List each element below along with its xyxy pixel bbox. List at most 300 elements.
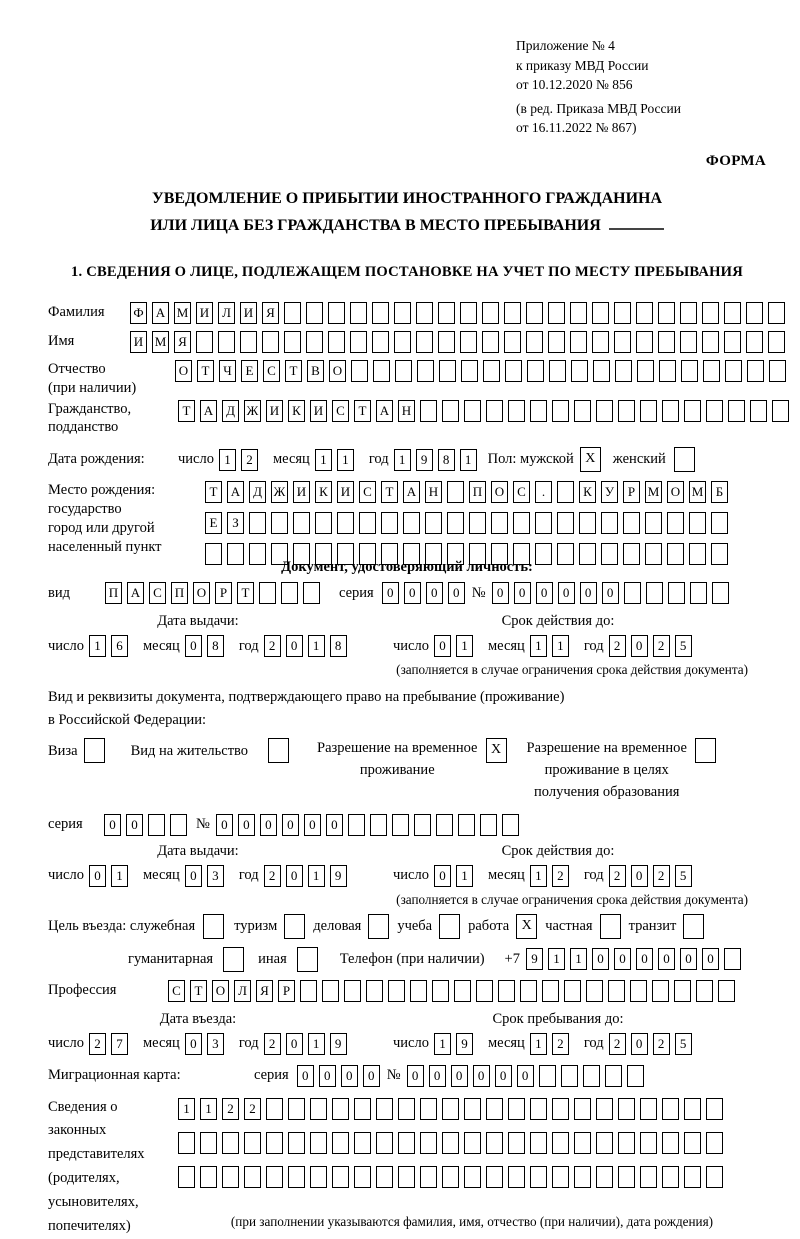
- char-cell[interactable]: [464, 1098, 481, 1120]
- checkbox-rvp-edu[interactable]: [695, 738, 716, 763]
- char-cell[interactable]: [574, 400, 591, 422]
- char-cell[interactable]: [684, 1166, 701, 1188]
- char-cell[interactable]: [552, 1098, 569, 1120]
- char-cell[interactable]: 1: [434, 1033, 451, 1055]
- char-cell[interactable]: [222, 1132, 239, 1154]
- char-cell[interactable]: И: [310, 400, 327, 422]
- char-cell[interactable]: З: [227, 512, 244, 534]
- char-cell[interactable]: 9: [526, 948, 543, 970]
- char-cell[interactable]: 9: [330, 1033, 347, 1055]
- char-cell[interactable]: [306, 302, 323, 324]
- char-cell[interactable]: Т: [178, 400, 195, 422]
- char-cell[interactable]: 5: [675, 1033, 692, 1055]
- char-cell[interactable]: 0: [514, 582, 531, 604]
- char-cell[interactable]: [684, 1132, 701, 1154]
- char-cell[interactable]: [658, 331, 675, 353]
- char-cell[interactable]: [615, 360, 632, 382]
- char-cell[interactable]: [637, 360, 654, 382]
- char-cell[interactable]: [552, 400, 569, 422]
- char-cell[interactable]: 0: [89, 865, 106, 887]
- char-cell[interactable]: 1: [530, 635, 547, 657]
- checkbox-transit[interactable]: [683, 914, 704, 939]
- char-cell[interactable]: [200, 1132, 217, 1154]
- char-cell[interactable]: [593, 360, 610, 382]
- char-cell[interactable]: 0: [680, 948, 697, 970]
- char-cell[interactable]: [667, 512, 684, 534]
- char-cell[interactable]: [579, 543, 596, 565]
- char-cell[interactable]: [196, 331, 213, 353]
- char-cell[interactable]: [420, 400, 437, 422]
- char-cell[interactable]: [706, 1166, 723, 1188]
- char-cell[interactable]: [420, 1098, 437, 1120]
- char-cell[interactable]: Т: [205, 481, 222, 503]
- char-cell[interactable]: 2: [264, 635, 281, 657]
- checkbox-other[interactable]: [297, 947, 318, 972]
- char-cell[interactable]: [359, 512, 376, 534]
- char-cell[interactable]: [266, 1132, 283, 1154]
- checkbox-study[interactable]: [439, 914, 460, 939]
- char-cell[interactable]: [414, 814, 431, 836]
- char-cell[interactable]: 0: [536, 582, 553, 604]
- char-cell[interactable]: О: [193, 582, 210, 604]
- char-cell[interactable]: 0: [448, 582, 465, 604]
- char-cell[interactable]: [574, 1166, 591, 1188]
- char-cell[interactable]: [486, 1166, 503, 1188]
- char-cell[interactable]: И: [266, 400, 283, 422]
- char-cell[interactable]: Р: [623, 481, 640, 503]
- char-cell[interactable]: [372, 302, 389, 324]
- checkbox-official[interactable]: [203, 914, 224, 939]
- char-cell[interactable]: [662, 1132, 679, 1154]
- char-cell[interactable]: [583, 1065, 600, 1087]
- char-cell[interactable]: 0: [407, 1065, 424, 1087]
- char-cell[interactable]: С: [149, 582, 166, 604]
- char-cell[interactable]: 0: [282, 814, 299, 836]
- char-cell[interactable]: [178, 1166, 195, 1188]
- char-cell[interactable]: 0: [592, 948, 609, 970]
- char-cell[interactable]: [750, 400, 767, 422]
- char-cell[interactable]: [249, 512, 266, 534]
- char-cell[interactable]: [373, 360, 390, 382]
- char-cell[interactable]: У: [601, 481, 618, 503]
- char-cell[interactable]: 1: [552, 635, 569, 657]
- char-cell[interactable]: [332, 1132, 349, 1154]
- char-cell[interactable]: [266, 1098, 283, 1120]
- char-cell[interactable]: [658, 302, 675, 324]
- char-cell[interactable]: [552, 1166, 569, 1188]
- char-cell[interactable]: [746, 302, 763, 324]
- char-cell[interactable]: [623, 512, 640, 534]
- char-cell[interactable]: [351, 360, 368, 382]
- checkbox-residence-permit[interactable]: [268, 738, 289, 763]
- char-cell[interactable]: 0: [286, 635, 303, 657]
- char-cell[interactable]: 1: [456, 635, 473, 657]
- char-cell[interactable]: 2: [653, 1033, 670, 1055]
- char-cell[interactable]: [702, 302, 719, 324]
- char-cell[interactable]: [636, 331, 653, 353]
- char-cell[interactable]: 0: [185, 865, 202, 887]
- char-cell[interactable]: 1: [548, 948, 565, 970]
- char-cell[interactable]: Т: [354, 400, 371, 422]
- char-cell[interactable]: [535, 512, 552, 534]
- char-cell[interactable]: [350, 331, 367, 353]
- char-cell[interactable]: 8: [438, 449, 455, 471]
- char-cell[interactable]: М: [645, 481, 662, 503]
- char-cell[interactable]: [376, 1098, 393, 1120]
- char-cell[interactable]: 2: [89, 1033, 106, 1055]
- char-cell[interactable]: М: [174, 302, 191, 324]
- char-cell[interactable]: П: [171, 582, 188, 604]
- char-cell[interactable]: [436, 814, 453, 836]
- char-cell[interactable]: [768, 302, 785, 324]
- char-cell[interactable]: [480, 814, 497, 836]
- char-cell[interactable]: [725, 360, 742, 382]
- char-cell[interactable]: [548, 302, 565, 324]
- char-cell[interactable]: [712, 582, 729, 604]
- char-cell[interactable]: [148, 814, 165, 836]
- char-cell[interactable]: 0: [238, 814, 255, 836]
- char-cell[interactable]: [498, 980, 515, 1002]
- char-cell[interactable]: [549, 360, 566, 382]
- char-cell[interactable]: С: [332, 400, 349, 422]
- char-cell[interactable]: [614, 302, 631, 324]
- char-cell[interactable]: [689, 512, 706, 534]
- checkbox-visa[interactable]: [84, 738, 105, 763]
- char-cell[interactable]: 0: [185, 1033, 202, 1055]
- char-cell[interactable]: [460, 302, 477, 324]
- char-cell[interactable]: [574, 1098, 591, 1120]
- char-cell[interactable]: [571, 360, 588, 382]
- char-cell[interactable]: [535, 543, 552, 565]
- char-cell[interactable]: [772, 400, 789, 422]
- char-cell[interactable]: 0: [363, 1065, 380, 1087]
- char-cell[interactable]: В: [307, 360, 324, 382]
- char-cell[interactable]: [293, 512, 310, 534]
- char-cell[interactable]: 1: [530, 865, 547, 887]
- char-cell[interactable]: [348, 814, 365, 836]
- char-cell[interactable]: 0: [631, 865, 648, 887]
- char-cell[interactable]: [222, 1166, 239, 1188]
- char-cell[interactable]: Л: [218, 302, 235, 324]
- char-cell[interactable]: О: [175, 360, 192, 382]
- char-cell[interactable]: [526, 331, 543, 353]
- char-cell[interactable]: 0: [631, 635, 648, 657]
- char-cell[interactable]: 2: [609, 865, 626, 887]
- char-cell[interactable]: [596, 1166, 613, 1188]
- char-cell[interactable]: [557, 512, 574, 534]
- char-cell[interactable]: 3: [207, 865, 224, 887]
- char-cell[interactable]: П: [469, 481, 486, 503]
- char-cell[interactable]: [354, 1166, 371, 1188]
- char-cell[interactable]: А: [376, 400, 393, 422]
- char-cell[interactable]: [447, 481, 464, 503]
- char-cell[interactable]: [266, 1166, 283, 1188]
- char-cell[interactable]: Т: [381, 481, 398, 503]
- char-cell[interactable]: Р: [278, 980, 295, 1002]
- char-cell[interactable]: [464, 1166, 481, 1188]
- char-cell[interactable]: [530, 1166, 547, 1188]
- char-cell[interactable]: 0: [260, 814, 277, 836]
- checkbox-humanitarian[interactable]: [223, 947, 244, 972]
- char-cell[interactable]: И: [130, 331, 147, 353]
- char-cell[interactable]: [442, 1098, 459, 1120]
- char-cell[interactable]: [530, 400, 547, 422]
- char-cell[interactable]: [366, 980, 383, 1002]
- char-cell[interactable]: [724, 302, 741, 324]
- char-cell[interactable]: 0: [614, 948, 631, 970]
- char-cell[interactable]: Е: [241, 360, 258, 382]
- char-cell[interactable]: Т: [285, 360, 302, 382]
- char-cell[interactable]: И: [293, 481, 310, 503]
- char-cell[interactable]: Д: [249, 481, 266, 503]
- char-cell[interactable]: [218, 331, 235, 353]
- char-cell[interactable]: [376, 1166, 393, 1188]
- char-cell[interactable]: [310, 1132, 327, 1154]
- char-cell[interactable]: 0: [341, 1065, 358, 1087]
- char-cell[interactable]: [640, 1132, 657, 1154]
- char-cell[interactable]: [706, 1098, 723, 1120]
- char-cell[interactable]: А: [403, 481, 420, 503]
- char-cell[interactable]: [262, 331, 279, 353]
- char-cell[interactable]: 1: [337, 449, 354, 471]
- char-cell[interactable]: П: [105, 582, 122, 604]
- char-cell[interactable]: [618, 1132, 635, 1154]
- char-cell[interactable]: 1: [394, 449, 411, 471]
- char-cell[interactable]: [592, 331, 609, 353]
- char-cell[interactable]: 1: [315, 449, 332, 471]
- char-cell[interactable]: [526, 302, 543, 324]
- char-cell[interactable]: 0: [636, 948, 653, 970]
- char-cell[interactable]: С: [168, 980, 185, 1002]
- char-cell[interactable]: [608, 980, 625, 1002]
- char-cell[interactable]: [394, 302, 411, 324]
- char-cell[interactable]: 0: [631, 1033, 648, 1055]
- char-cell[interactable]: [259, 582, 276, 604]
- char-cell[interactable]: [372, 331, 389, 353]
- char-cell[interactable]: 2: [552, 1033, 569, 1055]
- char-cell[interactable]: [454, 980, 471, 1002]
- char-cell[interactable]: 1: [89, 635, 106, 657]
- char-cell[interactable]: О: [329, 360, 346, 382]
- char-cell[interactable]: А: [127, 582, 144, 604]
- char-cell[interactable]: [328, 302, 345, 324]
- char-cell[interactable]: [469, 512, 486, 534]
- char-cell[interactable]: 1: [460, 449, 477, 471]
- char-cell[interactable]: 2: [264, 1033, 281, 1055]
- char-cell[interactable]: [332, 1166, 349, 1188]
- char-cell[interactable]: [328, 331, 345, 353]
- char-cell[interactable]: [442, 1166, 459, 1188]
- char-cell[interactable]: 0: [104, 814, 121, 836]
- char-cell[interactable]: [662, 400, 679, 422]
- char-cell[interactable]: А: [152, 302, 169, 324]
- char-cell[interactable]: [768, 331, 785, 353]
- char-cell[interactable]: [636, 302, 653, 324]
- char-cell[interactable]: [574, 1132, 591, 1154]
- char-cell[interactable]: [706, 400, 723, 422]
- char-cell[interactable]: [508, 1098, 525, 1120]
- char-cell[interactable]: [288, 1166, 305, 1188]
- char-cell[interactable]: Т: [197, 360, 214, 382]
- char-cell[interactable]: 0: [451, 1065, 468, 1087]
- char-cell[interactable]: К: [579, 481, 596, 503]
- char-cell[interactable]: [464, 1132, 481, 1154]
- char-cell[interactable]: 2: [609, 635, 626, 657]
- char-cell[interactable]: [306, 331, 323, 353]
- char-cell[interactable]: 0: [658, 948, 675, 970]
- char-cell[interactable]: М: [689, 481, 706, 503]
- char-cell[interactable]: 2: [264, 865, 281, 887]
- char-cell[interactable]: [410, 980, 427, 1002]
- char-cell[interactable]: [281, 582, 298, 604]
- char-cell[interactable]: 0: [304, 814, 321, 836]
- char-cell[interactable]: [630, 980, 647, 1002]
- checkbox-work[interactable]: X: [516, 914, 537, 939]
- char-cell[interactable]: Я: [256, 980, 273, 1002]
- char-cell[interactable]: [662, 1098, 679, 1120]
- char-cell[interactable]: [640, 1166, 657, 1188]
- char-cell[interactable]: [552, 1132, 569, 1154]
- char-cell[interactable]: [508, 400, 525, 422]
- char-cell[interactable]: 0: [286, 865, 303, 887]
- char-cell[interactable]: [605, 1065, 622, 1087]
- char-cell[interactable]: [659, 360, 676, 382]
- char-cell[interactable]: 0: [429, 1065, 446, 1087]
- char-cell[interactable]: К: [315, 481, 332, 503]
- char-cell[interactable]: [288, 1098, 305, 1120]
- char-cell[interactable]: 0: [558, 582, 575, 604]
- char-cell[interactable]: [284, 302, 301, 324]
- char-cell[interactable]: 0: [434, 635, 451, 657]
- char-cell[interactable]: [486, 1132, 503, 1154]
- char-cell[interactable]: 0: [326, 814, 343, 836]
- char-cell[interactable]: [244, 1132, 261, 1154]
- char-cell[interactable]: [483, 360, 500, 382]
- char-cell[interactable]: [508, 1132, 525, 1154]
- char-cell[interactable]: [520, 980, 537, 1002]
- char-cell[interactable]: [417, 360, 434, 382]
- char-cell[interactable]: [564, 980, 581, 1002]
- char-cell[interactable]: 2: [222, 1098, 239, 1120]
- char-cell[interactable]: [627, 1065, 644, 1087]
- char-cell[interactable]: 7: [111, 1033, 128, 1055]
- checkbox-tourism[interactable]: [284, 914, 305, 939]
- char-cell[interactable]: [486, 400, 503, 422]
- char-cell[interactable]: 0: [580, 582, 597, 604]
- char-cell[interactable]: 1: [178, 1098, 195, 1120]
- char-cell[interactable]: 0: [492, 582, 509, 604]
- char-cell[interactable]: [668, 582, 685, 604]
- char-cell[interactable]: [416, 302, 433, 324]
- char-cell[interactable]: [205, 543, 222, 565]
- char-cell[interactable]: [561, 1065, 578, 1087]
- char-cell[interactable]: [482, 302, 499, 324]
- char-cell[interactable]: О: [491, 481, 508, 503]
- char-cell[interactable]: [249, 543, 266, 565]
- char-cell[interactable]: [769, 360, 786, 382]
- char-cell[interactable]: [200, 1166, 217, 1188]
- char-cell[interactable]: [284, 331, 301, 353]
- char-cell[interactable]: [350, 302, 367, 324]
- char-cell[interactable]: [344, 980, 361, 1002]
- char-cell[interactable]: [703, 360, 720, 382]
- char-cell[interactable]: [570, 331, 587, 353]
- char-cell[interactable]: [548, 331, 565, 353]
- char-cell[interactable]: .: [535, 481, 552, 503]
- char-cell[interactable]: [398, 1132, 415, 1154]
- char-cell[interactable]: 1: [219, 449, 236, 471]
- char-cell[interactable]: 3: [207, 1033, 224, 1055]
- char-cell[interactable]: [420, 1132, 437, 1154]
- char-cell[interactable]: [438, 331, 455, 353]
- char-cell[interactable]: [505, 360, 522, 382]
- char-cell[interactable]: [398, 1098, 415, 1120]
- char-cell[interactable]: [464, 400, 481, 422]
- char-cell[interactable]: [395, 360, 412, 382]
- char-cell[interactable]: 0: [126, 814, 143, 836]
- char-cell[interactable]: [403, 512, 420, 534]
- char-cell[interactable]: [681, 360, 698, 382]
- char-cell[interactable]: 2: [653, 865, 670, 887]
- char-cell[interactable]: [381, 512, 398, 534]
- char-cell[interactable]: [747, 360, 764, 382]
- char-cell[interactable]: [425, 512, 442, 534]
- char-cell[interactable]: 0: [517, 1065, 534, 1087]
- char-cell[interactable]: Б: [711, 481, 728, 503]
- char-cell[interactable]: [504, 302, 521, 324]
- char-cell[interactable]: [646, 582, 663, 604]
- checkbox-male[interactable]: X: [580, 447, 601, 472]
- char-cell[interactable]: [530, 1098, 547, 1120]
- char-cell[interactable]: 9: [416, 449, 433, 471]
- char-cell[interactable]: 0: [473, 1065, 490, 1087]
- char-cell[interactable]: 1: [308, 635, 325, 657]
- char-cell[interactable]: 2: [244, 1098, 261, 1120]
- char-cell[interactable]: [579, 512, 596, 534]
- char-cell[interactable]: [614, 331, 631, 353]
- char-cell[interactable]: [680, 302, 697, 324]
- char-cell[interactable]: 1: [570, 948, 587, 970]
- char-cell[interactable]: [645, 512, 662, 534]
- char-cell[interactable]: Т: [190, 980, 207, 1002]
- char-cell[interactable]: [527, 360, 544, 382]
- char-cell[interactable]: [310, 1098, 327, 1120]
- checkbox-rvp[interactable]: X: [486, 738, 507, 763]
- char-cell[interactable]: [337, 512, 354, 534]
- char-cell[interactable]: 1: [111, 865, 128, 887]
- char-cell[interactable]: 0: [702, 948, 719, 970]
- char-cell[interactable]: [674, 980, 691, 1002]
- char-cell[interactable]: 9: [456, 1033, 473, 1055]
- char-cell[interactable]: 0: [426, 582, 443, 604]
- char-cell[interactable]: [640, 400, 657, 422]
- char-cell[interactable]: Ж: [244, 400, 261, 422]
- char-cell[interactable]: К: [288, 400, 305, 422]
- char-cell[interactable]: [508, 1166, 525, 1188]
- char-cell[interactable]: [461, 360, 478, 382]
- char-cell[interactable]: [702, 331, 719, 353]
- char-cell[interactable]: [596, 400, 613, 422]
- char-cell[interactable]: [476, 980, 493, 1002]
- char-cell[interactable]: Н: [425, 481, 442, 503]
- char-cell[interactable]: 2: [653, 635, 670, 657]
- char-cell[interactable]: М: [152, 331, 169, 353]
- char-cell[interactable]: [724, 331, 741, 353]
- char-cell[interactable]: А: [200, 400, 217, 422]
- char-cell[interactable]: [696, 980, 713, 1002]
- char-cell[interactable]: 0: [404, 582, 421, 604]
- char-cell[interactable]: Я: [174, 331, 191, 353]
